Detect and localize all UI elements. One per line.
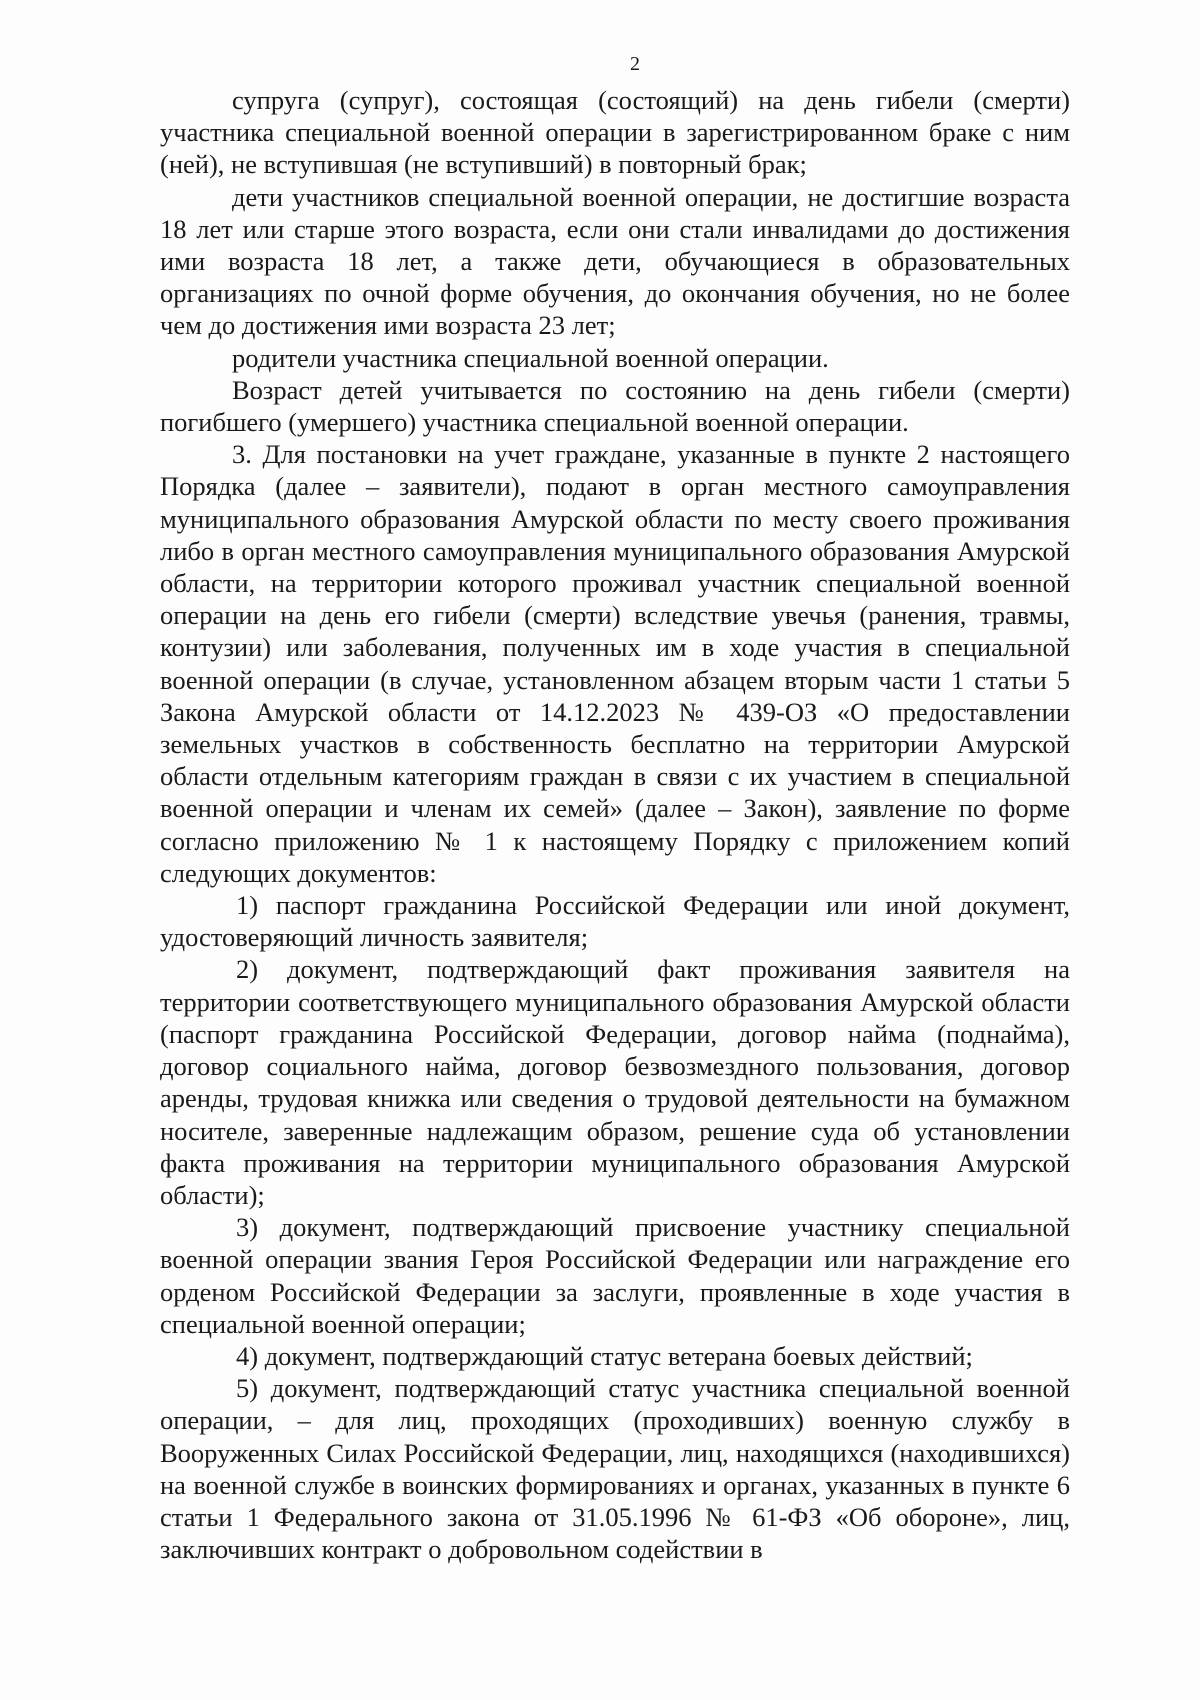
list-item-5: 5) документ, подтверждающий статус участника специальной военной операции, – для лиц, проходящих (проходивших) военную службу в Вооруженных Силах Российской Федерации, лиц, находящихся (находившихся) на военной службе в воинских формированиях и органах, указанных в пункте 6 статьи 1 Федерального закона от 31.05.1996 № 61-ФЗ «Об обороне», лиц, заключивших контракт о добровольном содействии в (160, 1373, 1070, 1565)
paragraph-spouse: супруга (супруг), состоящая (состоящий) на день гибели (смерти) участника специальной военной операции в зарегистрированном браке с ним (ней), не вступившая (не вступивший) в повторный брак; (160, 85, 1070, 180)
paragraph-children: дети участников специальной военной операции, не достигшие возраста 18 лет или старше этого возраста, если они стали инвалидами до достижения ими возраста 18 лет, а также дети, обучающиеся в образовательных организациях по очной форме обучения, до окончания обучения, но не более чем до достижения ими возраста 23 лет; (160, 181, 1070, 341)
list-item-4: 4) документ, подтверждающий статус ветерана боевых действий; (236, 1340, 973, 1371)
list-item-3: 3) документ, подтверждающий присвоение участнику специальной военной операции звания Героя Российской Федерации или награждение его орденом Российской Федерации за заслуги, проявленные в ходе участия в специальной военной операции; (160, 1212, 1070, 1339)
paragraph-children-age: Возраст детей учитывается по состоянию на день гибели (смерти) погибшего (умершего) участника специальной военной операции. (160, 374, 1070, 438)
document-body (160, 84, 1070, 1565)
paragraph-clause-3: 3. Для постановки на учет граждане, указанные в пункте 2 настоящего Порядка (далее – заявители), подают в орган местного самоуправления муниципального образования Амурской области по месту своего проживания либо в орган местного самоуправления муниципального образования Амурской области, на территории которого проживал участник специальной военной операции на день его гибели (смерти) вследствие увечья (ранения, травмы, контузии) или заболевания, полученных им в ходе участия в специальной военной операции (в случае, установленном абзацем вторым части 1 статьи 5 Закона Амурской области от 14.12.2023 № 439-ОЗ «О предоставлении земельных участков в собственность бесплатно на территории Амурской области отдельным категориям граждан в связи с их участием в специальной военной операции и членам их семей» (далее – Закон), заявление по форме согласно приложению № 1 к настоящему Порядку с приложением копий следующих документов: (160, 439, 1070, 888)
paragraph-parents: родители участника специальной военной операции. (232, 342, 829, 373)
list-item-1: 1) паспорт гражданина Российской Федерации или иной документ, удостоверяющий личность заявителя; (160, 890, 1070, 953)
list-item-2: 2) документ, подтверждающий факт проживания заявителя на территории соответствующего муниципального образования Амурской области (паспорт гражданина Российской Федерации, договор найма (поднайма), договор социального найма, договор безвозмездного пользования, договор аренды, трудовая книжка или сведения о трудовой деятельности на бумажном носителе, заверенные надлежащим образом, решение суда об установлении факта проживания на территории муниципального образования Амурской области); (160, 954, 1070, 1210)
page-number: 2 (630, 53, 640, 75)
